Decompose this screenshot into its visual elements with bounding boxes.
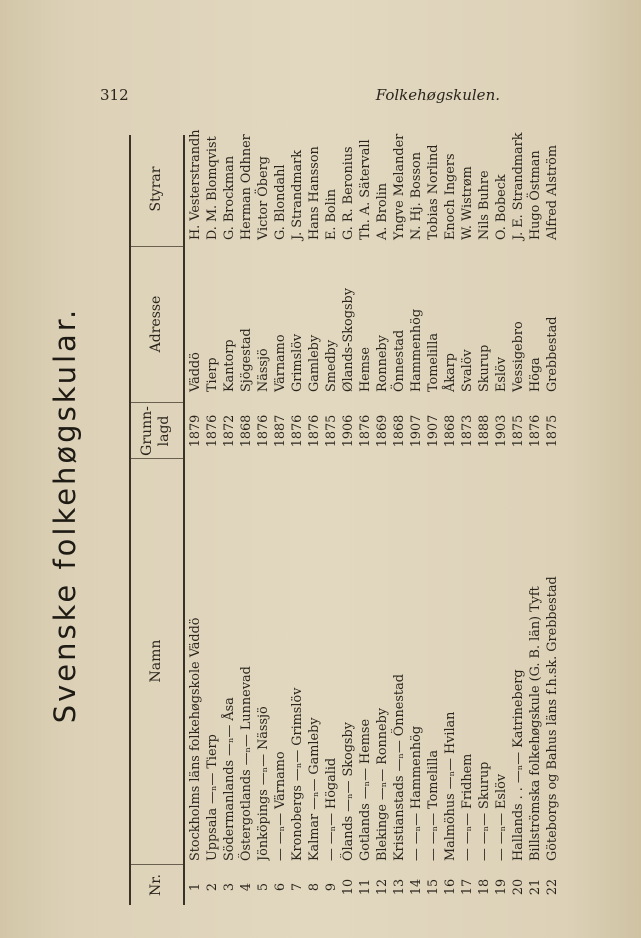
founded-year: 1875	[545, 414, 560, 448]
headmaster: A. Brolin	[375, 182, 390, 240]
founded-year: 1879	[188, 414, 203, 448]
table-row	[527, 135, 544, 905]
founded-year: 1907	[409, 414, 424, 448]
table-row	[238, 135, 255, 905]
school-name: — —ₙ— Tomelilla	[426, 749, 441, 861]
row-number: 12	[375, 878, 390, 896]
address: Önnestad	[392, 329, 407, 392]
founded-year: 1907	[426, 414, 441, 448]
headmaster: Alfred Alström	[545, 144, 560, 240]
school-name: — —ₙ— Fridhem	[460, 753, 475, 861]
headmaster: Herman Odhner	[239, 134, 254, 240]
column-divider	[131, 402, 183, 403]
row-number: 21	[528, 878, 543, 896]
address: Skurup	[477, 344, 492, 392]
row-number: 10	[341, 878, 356, 896]
header-nr: Nr.	[148, 874, 164, 896]
schools-table	[129, 129, 586, 905]
running-title: Folkehøgskulen.	[375, 86, 500, 104]
address: Höga	[528, 357, 543, 392]
row-number: 7	[290, 882, 305, 892]
column-divider	[131, 458, 183, 459]
table-row	[408, 135, 425, 905]
table-row	[476, 135, 493, 905]
table-title: Svenske folkehøgskular.	[48, 306, 82, 724]
row-number: 5	[256, 882, 271, 892]
headmaster: Hugo Östman	[528, 150, 543, 240]
school-name: Blekinge —ₙ— Ronneby	[375, 707, 390, 861]
school-name: Östergotlands —ₙ— Lunnevad	[239, 666, 254, 861]
address: Värnamo	[273, 334, 288, 392]
headmaster: H. Vesterstrandh	[188, 129, 203, 240]
page-number: 312	[100, 86, 129, 104]
row-number: 22	[545, 878, 560, 896]
row-number: 13	[392, 878, 407, 896]
row-number: 18	[477, 878, 492, 896]
headmaster: Enoch Ingers	[443, 153, 458, 240]
table-row	[221, 135, 238, 905]
row-number: 4	[239, 882, 254, 892]
header-grunnlagd-1: Grunn-	[139, 406, 155, 456]
address: Grimslöv	[290, 333, 305, 392]
row-number: 14	[409, 878, 424, 896]
headmaster: G. R. Beronius	[341, 146, 356, 240]
address: Tomelilla	[426, 333, 441, 392]
founded-year: 1876	[358, 414, 373, 448]
address: Eslöv	[494, 357, 509, 392]
founded-year: 1887	[273, 414, 288, 448]
rotated-table-page	[45, 115, 595, 915]
row-number: 19	[494, 878, 509, 896]
school-name: Gotlands —ₙ— Hemse	[358, 718, 373, 861]
table-row	[374, 135, 391, 905]
school-name: Hallands . . —ₙ— Katrineberg	[511, 669, 526, 861]
headmaster: W. Wistrøm	[460, 166, 475, 240]
table-row	[272, 135, 289, 905]
school-name: Göteborgs og Bahus läns f.h.sk. Grebbestad	[545, 576, 560, 861]
address: Grebbestad	[545, 316, 560, 392]
school-name: Malmöhus —ₙ— Hvilan	[443, 711, 458, 861]
headmaster: J. E. Strandmark	[511, 132, 526, 240]
school-name: Södermanlands —ₙ— Åsa	[222, 697, 237, 861]
founded-year: 1868	[443, 414, 458, 448]
table-header	[131, 135, 185, 905]
row-number: 2	[205, 882, 220, 892]
address: Väddö	[188, 352, 203, 392]
school-name: Ölands —ₙ— Skogsby	[341, 722, 356, 861]
row-number: 20	[511, 878, 526, 896]
column-divider	[131, 246, 183, 247]
school-name: — —ₙ— Värnamo	[273, 751, 288, 861]
headmaster: Nils Buhre	[477, 170, 492, 240]
address: Vessigebro	[511, 321, 526, 392]
address: Sjögestad	[239, 328, 254, 392]
address: Åkarp	[443, 353, 458, 392]
headmaster: J. Strandmark	[290, 150, 305, 240]
headmaster: O. Bobeck	[494, 174, 509, 240]
table-row	[442, 135, 459, 905]
row-number: 16	[443, 878, 458, 896]
row-number: 6	[273, 882, 288, 892]
address: Nässjö	[256, 348, 271, 392]
school-name: Kalmar —ₙ— Gamleby	[307, 717, 322, 861]
column-divider	[131, 864, 183, 865]
headmaster: N. Hj. Bosson	[409, 152, 424, 240]
table-row	[289, 135, 306, 905]
founded-year: 1903	[494, 414, 509, 448]
table-row	[391, 135, 408, 905]
founded-year: 1876	[256, 414, 271, 448]
row-number: 8	[307, 882, 322, 892]
school-name: Jönköpings —ₙ— Nässjö	[256, 706, 271, 861]
address: Kantorp	[222, 339, 237, 392]
address: Tierp	[205, 357, 220, 392]
school-name: Kronobergs —ₙ— Grimslöv	[290, 687, 305, 861]
address: Ølands-Skogsby	[341, 288, 356, 392]
table-row	[255, 135, 272, 905]
row-number: 15	[426, 878, 441, 896]
founded-year: 1876	[307, 414, 322, 448]
school-name: — —ₙ— Högalid	[324, 757, 339, 861]
founded-year: 1875	[511, 414, 526, 448]
founded-year: 1876	[205, 414, 220, 448]
address: Gamleby	[307, 334, 322, 392]
table-row	[187, 129, 204, 905]
headmaster: Tobias Norlind	[426, 144, 441, 240]
headmaster: Th. A. Sätervall	[358, 139, 373, 240]
headmaster: D. M. Blomqvist	[205, 136, 220, 240]
school-name: Uppsala —ₙ— Tierp	[205, 734, 220, 861]
row-number: 17	[460, 878, 475, 896]
row-number: 11	[358, 878, 373, 896]
founded-year: 1872	[222, 414, 237, 448]
founded-year: 1873	[460, 414, 475, 448]
address: Svalöv	[460, 349, 475, 392]
address: Ronneby	[375, 335, 390, 392]
founded-year: 1868	[392, 414, 407, 448]
founded-year: 1876	[528, 414, 543, 448]
table-row	[425, 135, 442, 905]
row-number: 9	[324, 882, 339, 892]
table-row	[323, 135, 340, 905]
table-row	[340, 135, 357, 905]
headmaster: Yngve Melander	[392, 133, 407, 240]
school-name: Kristianstads —ₙ— Önnestad	[392, 674, 407, 861]
table-body	[187, 129, 561, 905]
founded-year: 1906	[341, 414, 356, 448]
headmaster: G. Blondahl	[273, 164, 288, 240]
header-grunnlagd-2: lagd	[156, 415, 172, 447]
founded-year: 1868	[239, 414, 254, 448]
headmaster: Victor Öberg	[256, 156, 271, 240]
school-name: — —ₙ— Eslöv	[494, 774, 509, 861]
headmaster: G. Brockman	[222, 155, 237, 240]
table-row	[357, 135, 374, 905]
address: Hammenhög	[409, 308, 424, 392]
headmaster: E. Bolin	[324, 188, 339, 240]
school-name: Stockholms läns folkehøgskole Väddö	[188, 617, 203, 861]
row-number: 1	[188, 882, 203, 892]
table-row	[493, 135, 510, 905]
school-name: Billströmska folkehøgskule (G. B. län) Tyft	[528, 586, 543, 861]
headmaster: Hans Hansson	[307, 146, 322, 240]
table-row	[544, 135, 561, 905]
row-number: 3	[222, 882, 237, 892]
address: Smedby	[324, 339, 339, 392]
header-adresse: Adresse	[148, 295, 164, 353]
founded-year: 1876	[290, 414, 305, 448]
school-name: — —ₙ— Skurup	[477, 761, 492, 861]
founded-year: 1888	[477, 414, 492, 448]
school-name: — —ₙ— Hammenhög	[409, 725, 424, 861]
header-namn: Namn	[148, 639, 164, 683]
founded-year: 1869	[375, 414, 390, 448]
founded-year: 1875	[324, 414, 339, 448]
address: Hemse	[358, 346, 373, 392]
table-row	[204, 135, 221, 905]
header-styrar: Styrar	[148, 166, 164, 212]
table-row	[459, 135, 476, 905]
table-row	[510, 132, 527, 905]
table-row	[306, 135, 323, 905]
